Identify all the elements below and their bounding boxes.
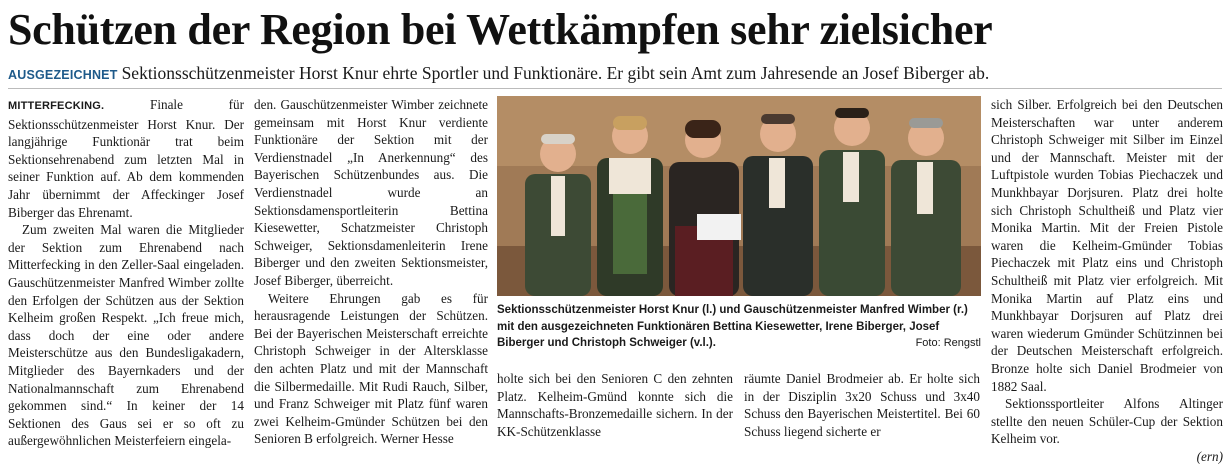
paragraph-text: Finale für Sektionsschützenmeister Horst Knur. Der langjährige Funktionär trat beim Sektionsehrenabend zum letzten Mal in seiner Funktion auf. Ab dem kommenden Jahr übernimmt der Affeckinger Josef Biberger das Ehrenamt. [8, 97, 245, 220]
photo-credit: Foto: Rengstl [915, 337, 981, 349]
group-photo-illustration [497, 96, 981, 296]
paragraph: räumte Daniel Brodmeier ab. Er holte sich in der Disziplin 3x20 Schuss und 3x40 Schuss den Bayerischen Meistertitel. Bei 60 Schuss liegend sicherte er [744, 371, 980, 439]
headline-divider [8, 88, 1222, 89]
subheadline [8, 62, 1222, 86]
paragraph: den. Gauschützenmeister Wimber zeichnete gemeinsam mit Horst Knur verdiente Funktionäre der Sektion mit der Verdienstnadel „In Anerkennung“ des Bayerischen Schützenbundes aus. Die Verdienstnadel wurde an Sektionsdamensportleiterin Bettina Kiesewetter, Schatzmeister Christoph Schweiger, Sektionsdamenleiterin Irene Biberger und den zweiten Sektionsmeister, Josef Biberger, überreicht. [254, 97, 488, 288]
author-initials: (ern) [1196, 448, 1223, 464]
group-photo [497, 96, 981, 296]
paragraph: Zum zweiten Mal waren die Mitglieder der Sektion zum Ehrenabend nach Mitterfecking in den Zeller-Saal eingeladen. Gauschützenmeister Manfred Wimber zollte den Erfolgen der Schützen aus der Sektion Kelheim großen Respekt. „Ich freue mich, dass doch der eine oder andere Meisterschütze aus den Bundesligakadern, Mitglieder des Bayernkaders und der Nationalmannschaft zum Ehrenabend gekommen sind.“ In keiner der 14 Sektionen des Gaus sei er so oft zu außergewöhnlichen Meisterfeiern eingela- [8, 222, 244, 449]
photo-caption [497, 302, 981, 352]
paragraph [8, 96, 244, 221]
dateline: MITTERFECKING. [8, 100, 105, 112]
caption-text: Sektionsschützenmeister Horst Knur (l.) und Gauschützenmeister Manfred Wimber (r.) mit den ausgezeichneten Funktionären Bettina Kiesewetter, Irene Biberger, Josef Biberger und Christoph Schweiger (v.l.). [497, 304, 968, 349]
article-column-4 [744, 370, 980, 445]
paragraph: Weitere Ehrungen gab es für herausragende Leistungen der Schützen. Bei der Bayerischen Meisterschaft erreichte Christoph Schweiger in der Altersklasse den achten Platz und mit der Mannschaft die Silbermedaille. Mit Rudi Rauch, Silber, und Franz Schweiger mit Platz fünf waren zwei Kelheim-Gmünder Schützen bei den Senioren B erfolgreich. Werner Hesse [254, 290, 488, 447]
kicker-label: AUSGEZEICHNET [8, 68, 118, 82]
headline: Schützen der Region bei Wettkämpfen sehr zielsicher [8, 5, 993, 54]
paragraph: holte sich bei den Senioren C den zehnten Platz. Kelheim-Gmünd konnte sich die Mannschafts-Bronzemedaille sichern. In der KK-Schützenklasse [497, 371, 733, 439]
paragraph: sich Silber. Erfolgreich bei den Deutschen Meisterschaften war unter anderem Christoph Schweiger mit Silber im Einzel und der Mannschaft. Meister mit der Luftpistole wurden Tobias Piechaczek und Munkhbayar Dorjsuren. Platz drei holte sich Christoph Schultheiß und Platz vier Monika Martin. Mit der Freien Pistole waren die Kelheim-Gmünder Tobias Piechaczek mit Platz eins und Christoph Schultheiß mit Platz vier erfolgreich. Mit Monika Martin auf Platz eins und Munkhbayar Dorjsuren auf Platz drei waren wiederum Gmünder Schützinnen bei der Deutschen Meisterschaft erfolgreich. Bronze holte sich Daniel Brodmeier von 1882 Saal. [991, 97, 1223, 394]
article-column-2 [254, 96, 488, 445]
article-column-1 [8, 96, 245, 449]
paragraph: Sektionssportleiter Alfons Altinger stellte den neuen Schüler-Cup der Sektion Kelheim vor. [991, 396, 1223, 447]
subline-text: Sektionsschützenmeister Horst Knur ehrte Sportler und Funktionäre. Er gibt sein Amt zum Jahresende an Josef Biberger ab. [121, 63, 990, 83]
article-column-5 [991, 96, 1223, 464]
article-column-3 [497, 370, 733, 445]
